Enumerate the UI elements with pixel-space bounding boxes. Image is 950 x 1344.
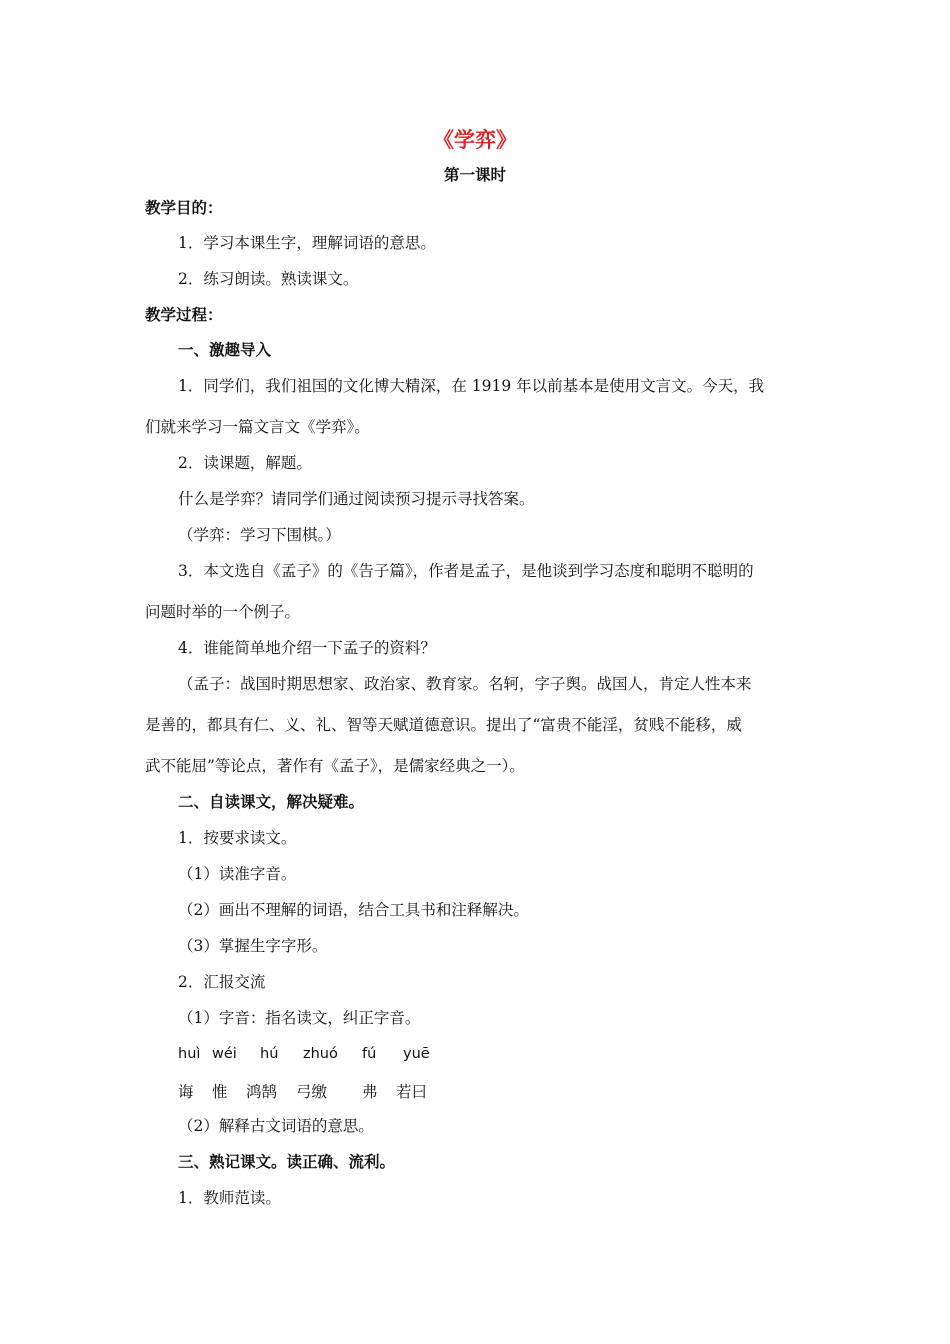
- goal-item: 1．学习本课生字，理解词语的意思。: [178, 234, 436, 252]
- paragraph-line: 问题时举的一个例子。: [145, 603, 301, 621]
- section-heading: 三、熟记课文。读正确、流利。: [178, 1153, 396, 1171]
- paragraph-line: 是善的，都具有仁、义、礼、智等天赋道德意识。提出了“富贵不能淫，贫贱不能移，威: [145, 716, 742, 734]
- paragraph-line: 们就来学习一篇文言文《学弈》。: [145, 418, 370, 436]
- pinyin: fú: [362, 1046, 377, 1062]
- paragraph-line: 2．读课题，解题。: [178, 454, 312, 472]
- pinyin: wéi: [212, 1046, 237, 1062]
- paragraph-line: 2．汇报交流: [178, 973, 266, 991]
- character: 弗: [362, 1083, 378, 1101]
- pinyin: yuē: [403, 1046, 430, 1062]
- character: 鸿鹄: [246, 1083, 278, 1101]
- goals-heading: 教学目的：: [145, 199, 223, 217]
- paragraph-line: （孟子：战国时期思想家、政治家、教育家。名轲，字子舆。战国人，肯定人性本来: [178, 675, 752, 693]
- pinyin: hú: [260, 1046, 279, 1062]
- section-heading: 一、激趣导入: [178, 341, 272, 359]
- section-heading: 二、自读课文，解决疑难。: [178, 793, 365, 811]
- paragraph-line: （2）画出不理解的词语，结合工具书和注释解决。: [178, 901, 529, 919]
- paragraph-line: 3．本文选自《孟子》的《告子篇》，作者是孟子，是他谈到学习态度和聪明不聪明的: [178, 562, 754, 580]
- process-heading: 教学过程：: [145, 306, 223, 324]
- paragraph-line: 1．教师范读。: [178, 1189, 281, 1207]
- pinyin: huì: [178, 1046, 201, 1062]
- paragraph-line: 武不能屈”等论点，著作有《孟子》，是儒家经典之一）。: [145, 757, 525, 775]
- pinyin: zhuó: [303, 1046, 338, 1062]
- paragraph-line: （学弈：学习下围棋。）: [178, 526, 341, 544]
- character: 若曰: [396, 1083, 428, 1101]
- paragraph-line: （2）解释古文词语的意思。: [178, 1117, 374, 1135]
- paragraph-line: （1）读准字音。: [178, 865, 297, 883]
- paragraph-line: 4．谁能简单地介绍一下孟子的资料？: [178, 639, 436, 657]
- document-subtitle: 第一课时: [443, 166, 506, 184]
- character: 弓缴: [296, 1083, 328, 1101]
- goal-item: 2．练习朗读。熟读课文。: [178, 270, 359, 288]
- paragraph-line: （1）字音：指名读文，纠正字音。: [178, 1009, 421, 1027]
- paragraph-line: 1．按要求读文。: [178, 829, 297, 847]
- paragraph-line: 什么是学弈？请同学们通过阅读预习提示寻找答案。: [178, 490, 535, 508]
- character: 惟: [212, 1083, 228, 1101]
- paragraph-line: （3）掌握生字字形。: [178, 937, 328, 955]
- document-title: 《学弈》: [433, 128, 517, 152]
- paragraph-line: 1．同学们，我们祖国的文化博大精深，在 1919 年以前基本是使用文言文。今天，我: [178, 377, 765, 395]
- character: 诲: [178, 1083, 194, 1101]
